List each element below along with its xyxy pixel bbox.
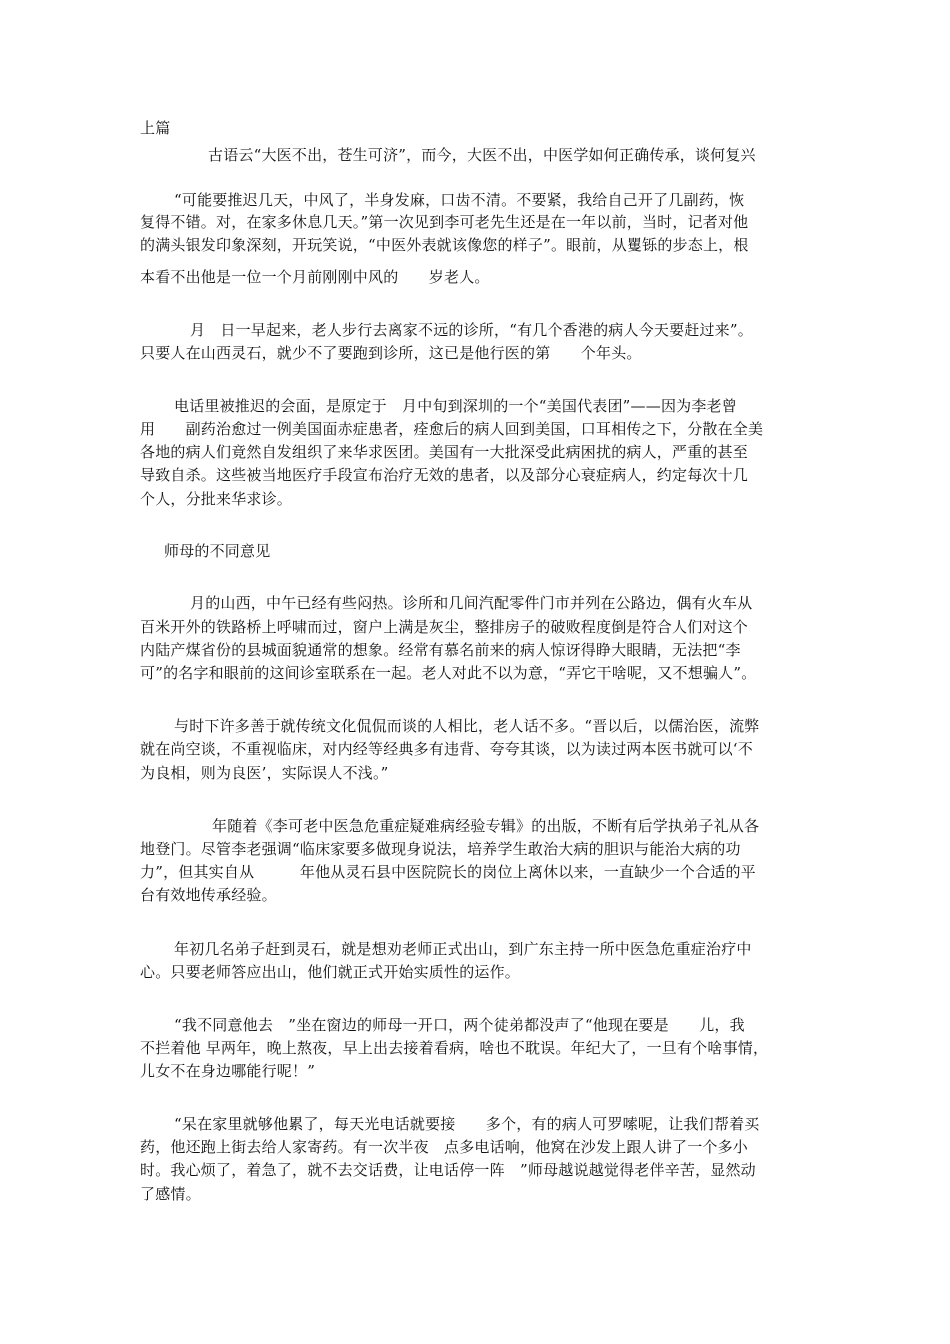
paragraph-line: “我不同意他去 ”坐在窗边的师母一开口，两个徒弟都没声了“他现在要是 儿，我 (174, 1016, 745, 1034)
paragraph-line: 就在尚空谈，不重视临床，对内经等经典多有违背、夸夸其谈，以为读过两本医书就可以‘不 (140, 740, 753, 758)
paragraph-line: 药，他还跑上街去给人家寄药。有一次半夜 点多电话响，他窝在沙发上跟人讲了一个多小 (140, 1138, 749, 1156)
paragraph-line: 儿女不在身边哪能行呢！” (140, 1062, 316, 1080)
paragraph-line: 百米开外的铁路桥上呼啸而过，窗户上满是灰尘，整排房子的破败程度倒是符合人们对这个 (140, 618, 749, 636)
paragraph-line: 为良相，则为良医’，实际误人不浅。” (140, 764, 389, 782)
paragraph-line: 内陆产煤省份的县城面貌通常的想象。经常有慕名前来的病人惊讶得睁大眼睛，无法把“李 (140, 641, 741, 659)
paragraph-line: 导致自杀。这些被当地医疗手段宣布治疗无效的患者，以及部分心衰症病人，约定每次十几 (140, 466, 749, 484)
paragraph-line: 用 副药治愈过一例美国面赤症患者，痊愈后的病人回到美国，口耳相传之下，分散在全美 (140, 420, 764, 438)
paragraph-line: 的满头银发印象深刻，开玩笑说，“中医外表就该像您的样子”。眼前，从矍铄的步态上，根 (140, 236, 749, 254)
paragraph-line: 了感情。 (140, 1185, 201, 1203)
paragraph-line: 复得不错。对，在家多休息几天。”第一次见到李可老先生还是在一年以前，当时，记者对他 (140, 213, 749, 231)
paragraph-line: 年随着《李可老中医急危重症疑难病经验专辑》的出版，不断有后学执弟子礼从各 (212, 817, 760, 835)
paragraph-line: 心。只要老师答应出山，他们就正式开始实质性的运作。 (140, 963, 521, 981)
paragraph-line: 与时下许多善于就传统文化侃侃而谈的人相比，老人话不多。“晋以后，以儒治医，流弊 (174, 717, 760, 735)
paragraph-line: 本看不出他是一位一个月前刚刚中风的 岁老人。 (140, 268, 490, 286)
paragraph-line: 可”的名字和眼前的这间诊室联系在一起。老人对此不以为意，“弄它干啥呢，又不想骗人”。 (140, 664, 757, 682)
paragraph-line: 时。我心烦了，着急了，就不去交话费，让电话停一阵 ”师母越说越觉得老伴辛苦，显然动 (140, 1161, 756, 1179)
paragraph-line: “呆在家里就够他累了，每天光电话就要接 多个，有的病人可罗嗦呢，让我们帮着买 (174, 1115, 760, 1133)
paragraph-line: “可能要推迟几天，中风了，半身发麻，口齿不清。不要紧，我给自己开了几副药，恢 (174, 191, 745, 209)
paragraph-line: 只要人在山西灵石，就少不了要跑到诊所，这已是他行医的第 个年头。 (140, 344, 642, 362)
paragraph-line: 不拦着他 早两年，晚上熬夜，早上出去接着看病，啥也不耽误。年纪大了，一旦有个啥事情， (140, 1039, 769, 1057)
paragraph-line: 电话里被推迟的会面，是原定于 月中旬到深圳的一个“美国代表团”——因为李老曾 (174, 397, 737, 415)
paragraph-line: 力”，但其实自从 年他从灵石县中医院院长的岗位上离休以来，一直缺少一个合适的平 (140, 863, 756, 881)
paragraph-line: 年初几名弟子赶到灵石，就是想劝老师正式出山，到广东主持一所中医急危重症治疗中 (174, 940, 752, 958)
paragraph-line: 台有效地传承经验。 (140, 886, 277, 904)
paragraph-line: 地登门。尽管李老强调“临床家要多做现身说法，培养学生敢治大病的胆识与能治大病的功 (140, 840, 741, 858)
article-subtitle: 古语云“大医不出，苍生可济”，而今，大医不出，中医学如何正确传承，谈何复兴 (208, 146, 756, 164)
section-title-text: 师母的不同意见 (164, 542, 271, 560)
paragraph-line: 月 日一早起来，老人步行去离家不远的诊所，“有几个香港的病人今天要赶过来”。 (190, 321, 753, 339)
paragraph-line: 月的山西，中午已经有些闷热。诊所和几间汽配零件门市并列在公路边，偶有火车从 (190, 594, 753, 612)
paragraph-line: 各地的病人们竟然自发组织了来华求医团。美国有一大批深受此病困扰的病人，严重的甚至 (140, 443, 749, 461)
paragraph-line: 个人，分批来华求诊。 (140, 490, 293, 508)
section-heading: 上篇 (140, 119, 171, 137)
